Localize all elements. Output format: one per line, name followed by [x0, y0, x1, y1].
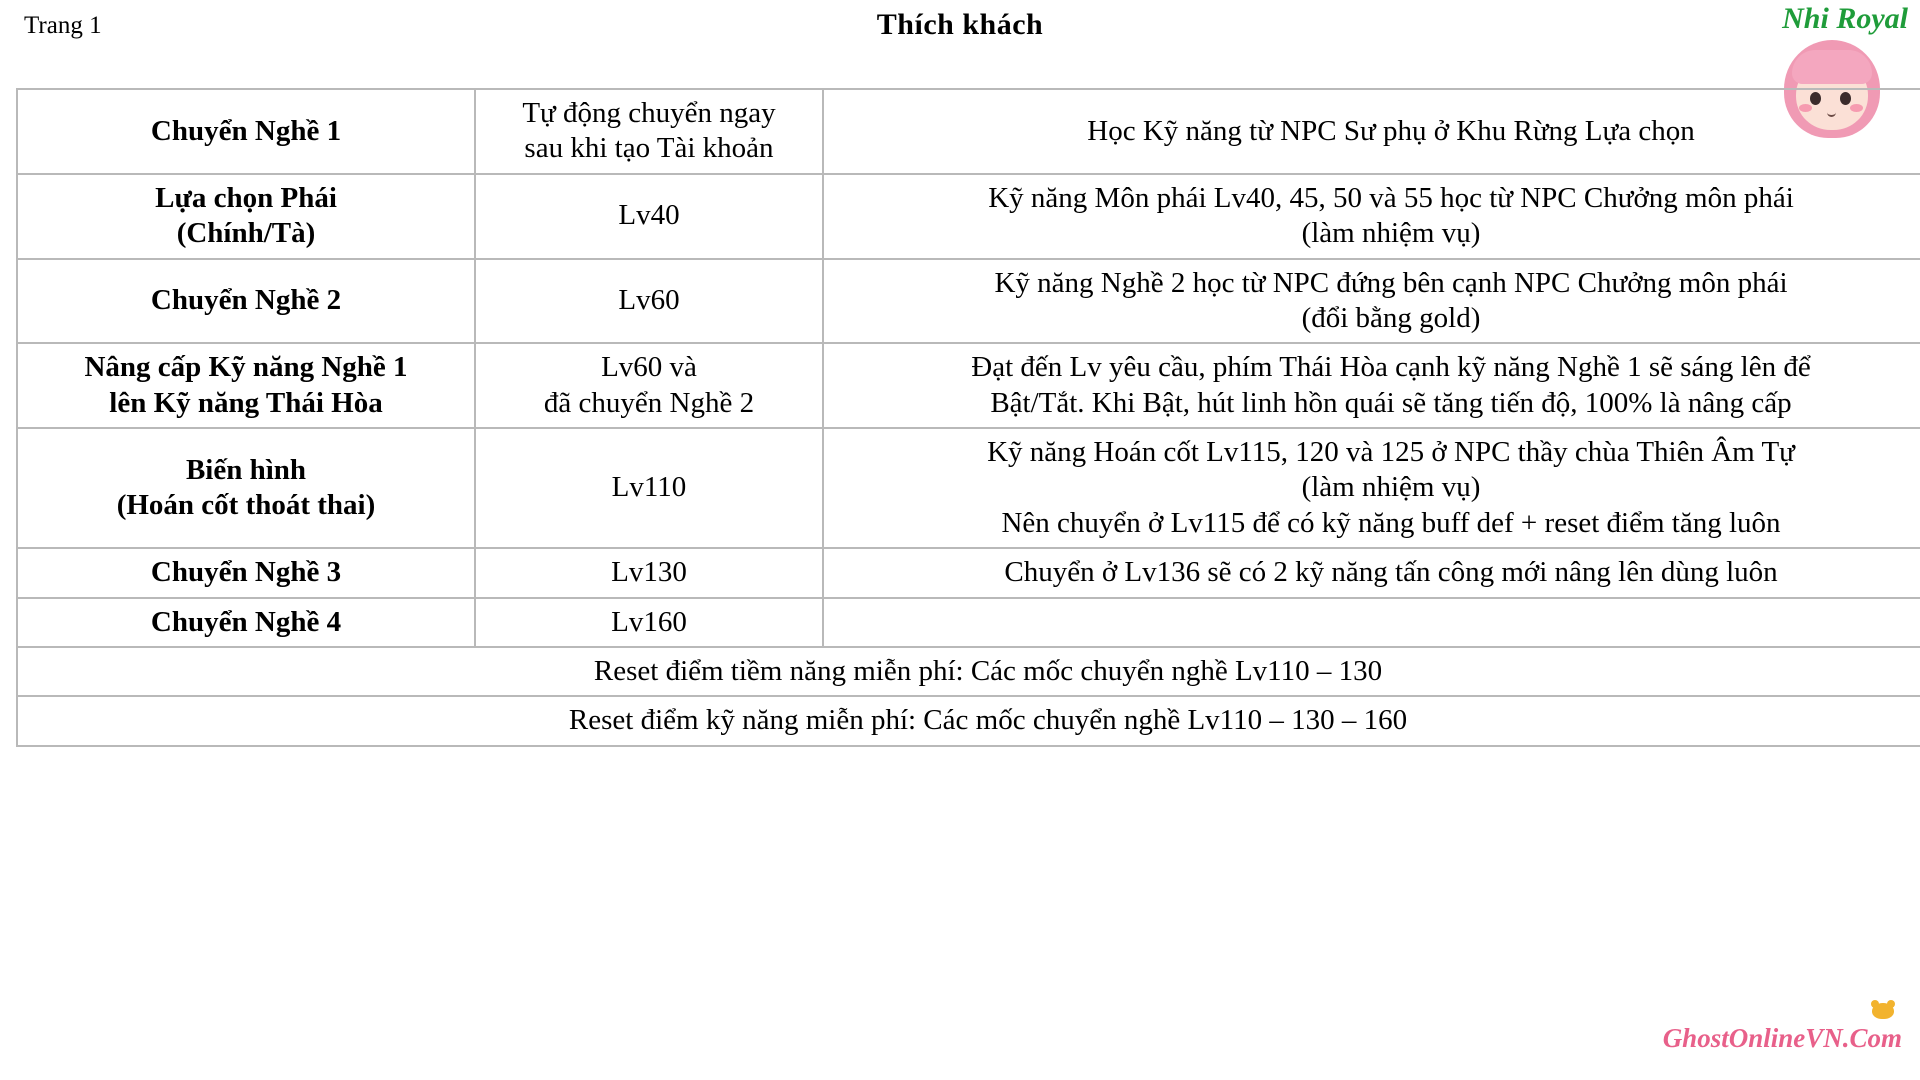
row-level-cell: Lv160 — [475, 598, 823, 647]
page-title: Thích khách — [876, 8, 1044, 41]
table-footer-row — [17, 647, 1920, 696]
row-name-cell: Chuyển Nghề 4 — [17, 598, 475, 647]
row-name-cell: Chuyển Nghề 3 — [17, 548, 475, 597]
row-note-cell: Kỹ năng Môn phái Lv40, 45, 50 và 55 học từ NPC Chưởng môn phái (làm nhiệm vụ) — [823, 174, 1920, 259]
class-progression-table — [16, 88, 1920, 747]
row-name-cell: Lựa chọn Phái (Chính/Tà) — [17, 174, 475, 259]
row-level-cell: Lv40 — [475, 174, 823, 259]
row-note-cell: Đạt đến Lv yêu cầu, phím Thái Hòa cạnh kỹ năng Nghề 1 sẽ sáng lên để Bật/Tắt. Khi Bật, hút linh hồn quái sẽ tăng tiến độ, 100% là nâng cấp — [823, 343, 1920, 428]
table-row — [17, 343, 1920, 428]
row-level-cell: Lv60 — [475, 259, 823, 344]
logo-text: Nhi Royal — [1782, 2, 1908, 35]
row-name-cell: Nâng cấp Kỹ năng Nghề 1 lên Kỹ năng Thái Hòa — [17, 343, 475, 428]
row-level-cell: Lv110 — [475, 428, 823, 548]
row-level-cell: Lv130 — [475, 548, 823, 597]
site-watermark: GhostOnlineVN.Com — [1662, 1023, 1902, 1053]
row-level-cell: Tự động chuyển ngay sau khi tạo Tài khoản — [475, 89, 823, 174]
table-footer-row — [17, 696, 1920, 745]
reset-potential-note: Reset điểm tiềm năng miễn phí: Các mốc chuyển nghề Lv110 – 130 — [17, 647, 1920, 696]
reset-skill-note: Reset điểm kỹ năng miễn phí: Các mốc chuyển nghề Lv110 – 130 – 160 — [17, 696, 1920, 745]
table-row — [17, 259, 1920, 344]
table-row — [17, 174, 1920, 259]
ghost-mascot-icon — [1870, 1000, 1896, 1022]
row-note-cell: Kỹ năng Nghề 2 học từ NPC đứng bên cạnh NPC Chưởng môn phái (đổi bằng gold) — [823, 259, 1920, 344]
row-name-cell: Biến hình (Hoán cốt thoát thai) — [17, 428, 475, 548]
row-note-cell — [823, 598, 1920, 647]
row-name-cell: Chuyển Nghề 1 — [17, 89, 475, 174]
row-note-cell: Chuyển ở Lv136 sẽ có 2 kỹ năng tấn công mới nâng lên dùng luôn — [823, 548, 1920, 597]
class-progression-table-wrapper — [16, 88, 1904, 747]
row-note-cell: Kỹ năng Hoán cốt Lv115, 120 và 125 ở NPC thầy chùa Thiên Âm Tự (làm nhiệm vụ) Nên chuyển ở Lv115 để có kỹ năng buff def + reset điểm tăng luôn — [823, 428, 1920, 548]
table-row — [17, 89, 1920, 174]
table-row — [17, 428, 1920, 548]
mascot-body — [1872, 1003, 1894, 1019]
avatar-fringe — [1792, 50, 1872, 84]
row-note-cell: Học Kỹ năng từ NPC Sư phụ ở Khu Rừng Lựa chọn — [823, 89, 1920, 174]
table-row — [17, 598, 1920, 647]
row-name-cell: Chuyển Nghề 2 — [17, 259, 475, 344]
page-label: Trang 1 — [24, 12, 102, 39]
row-level-cell: Lv60 và đã chuyển Nghề 2 — [475, 343, 823, 428]
table-row — [17, 548, 1920, 597]
